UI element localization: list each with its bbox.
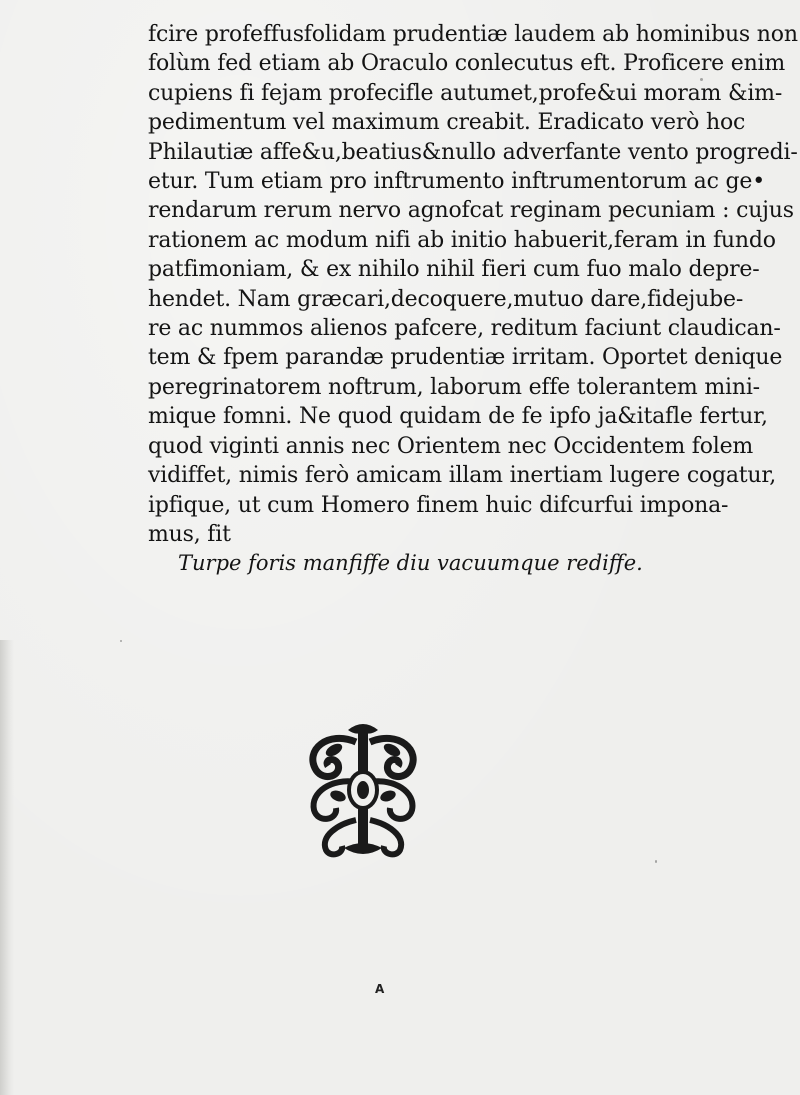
paper-speck (120, 640, 122, 642)
text-line: cupiens fi fejam profecifle autumet,profe&ui moram &im- (148, 80, 783, 106)
text-line: hendet. Nam græcari,decoquere,mutuo dare,fidejube- (148, 286, 744, 312)
text-line: ipfique, ut cum Homero finem huic difcurfui imponа- (148, 492, 729, 518)
signature-mark: A (375, 982, 385, 996)
text-line: re ac nummos alienos pafcere, reditum faciunt claudican- (148, 316, 781, 342)
body-text (148, 20, 798, 578)
text-line: peregrinatorem noftrum, laborum effe tolerantem mini- (148, 374, 760, 400)
text-line: fcire profeffusfolidam prudentiæ laudem ab hominibus non (148, 22, 798, 47)
text-line: rendarum rerum nervo agnofcat reginam pecuniam : cujus (148, 198, 794, 224)
text-line: pedimentum vel maximum creabit. Eradicato verò hoc (148, 110, 746, 136)
text-line: etur. Tum etiam pro inftrumento inftrumentorum ac ge• (148, 169, 765, 195)
paper-speck (700, 78, 703, 81)
text-line: tem & fpem parandæ prudentiæ irritam. Oportet denique (148, 345, 783, 371)
text-line: folùm fed etiam ab Oraculo conlecutus eft. Proficere enim (148, 51, 786, 77)
paper-speck (655, 860, 657, 863)
printers-ornament-icon (298, 720, 428, 860)
text-line: rationem ac modum nifi ab initio habuerit,feram in fundo (148, 227, 776, 253)
text-line: quod viginti annis nec Orientem nec Occidentem folem (148, 433, 754, 459)
text-line: mique fomni. Ne quod quidam de fe ipfo ja&itafle fertur, (148, 404, 768, 430)
text-line: Philautiæ affe&u,beatius&nullo adverfante vento progredi- (148, 139, 798, 165)
text-line: mus, fit (148, 521, 231, 547)
text-line: patfimoniam, & ex nihilo nihil fieri cum fuo malo depre- (148, 257, 760, 283)
verse-quotation: Turpe foris manfiffe diu vacuumque rediffe. (178, 551, 643, 576)
text-line: vidiffet, nimis ferò amicam illam inertiam lugere cogatur, (148, 463, 777, 489)
page-gutter-shadow (0, 640, 14, 1095)
